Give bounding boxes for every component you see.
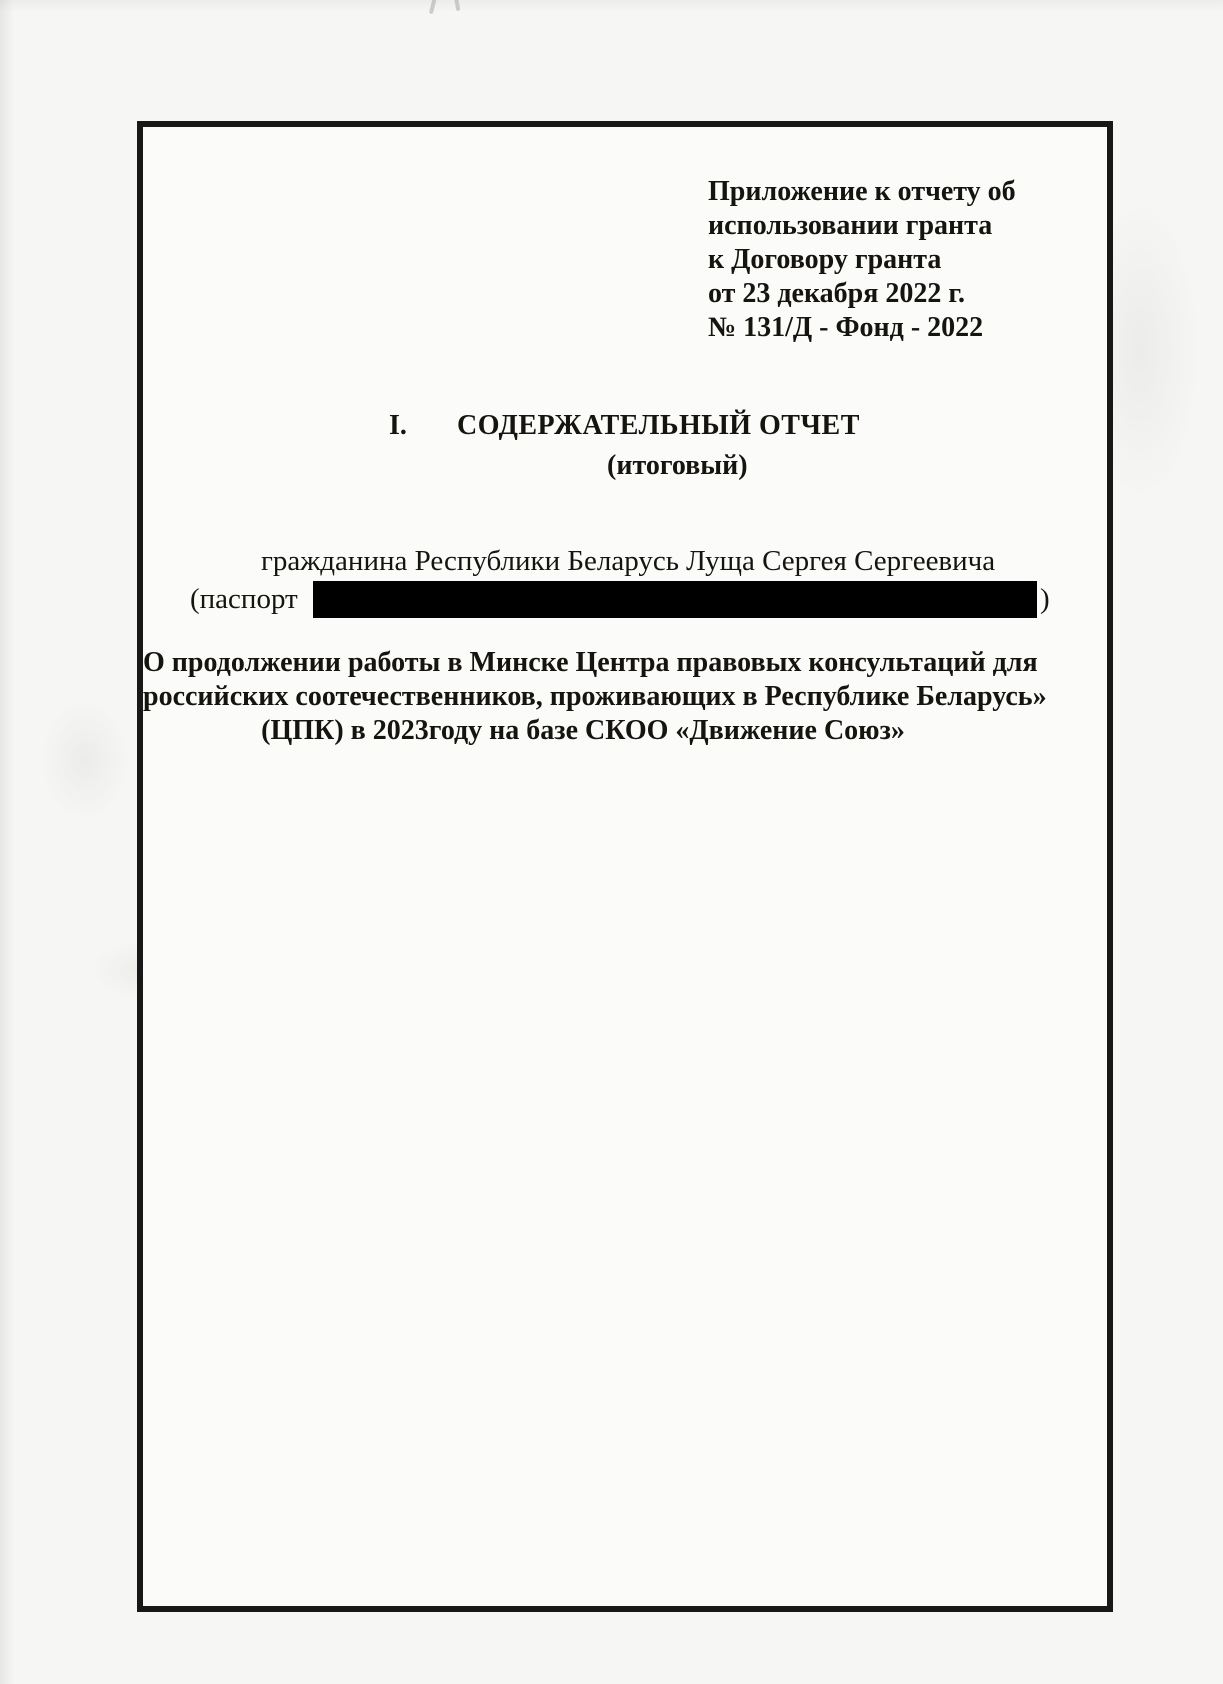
- scan-edge-shading-left: [0, 0, 14, 1684]
- document-page-frame: [137, 121, 1113, 1612]
- annotation-line: от 23 декабря 2022 г.: [708, 278, 965, 309]
- passport-closing-paren: ): [1040, 583, 1050, 615]
- project-title-line: российских соотечественников, проживающих в Республике Беларусь»: [143, 681, 1047, 712]
- grantee-name-line: гражданина Республики Беларусь Луща Сергея Сергеевича: [261, 545, 996, 577]
- passport-label: (паспорт: [190, 583, 298, 615]
- section-numeral: I.: [389, 410, 407, 441]
- passport-redaction-bar: [313, 581, 1037, 618]
- scan-edge-shading-top: [0, 0, 1223, 12]
- scan-smudge: [40, 700, 130, 820]
- project-title-line: О продолжении работы в Минске Центра правовых консультаций для: [143, 647, 1038, 678]
- project-title-line: (ЦПК) в 2023году на базе СКОО «Движение Союз»: [261, 715, 905, 746]
- annotation-line: использовании гранта: [708, 210, 993, 241]
- annotation-line: к Договору гранта: [708, 244, 942, 275]
- report-subtitle: (итоговый): [607, 450, 748, 481]
- project-title-paragraph: [143, 646, 1047, 748]
- report-title: СОДЕРЖАТЕЛЬНЫЙ ОТЧЕТ: [457, 410, 860, 441]
- annotation-line: № 131/Д - Фонд - 2022: [708, 312, 984, 343]
- annotation-line: Приложение к отчету об: [708, 176, 1016, 207]
- grant-annex-annotation: [708, 175, 1068, 345]
